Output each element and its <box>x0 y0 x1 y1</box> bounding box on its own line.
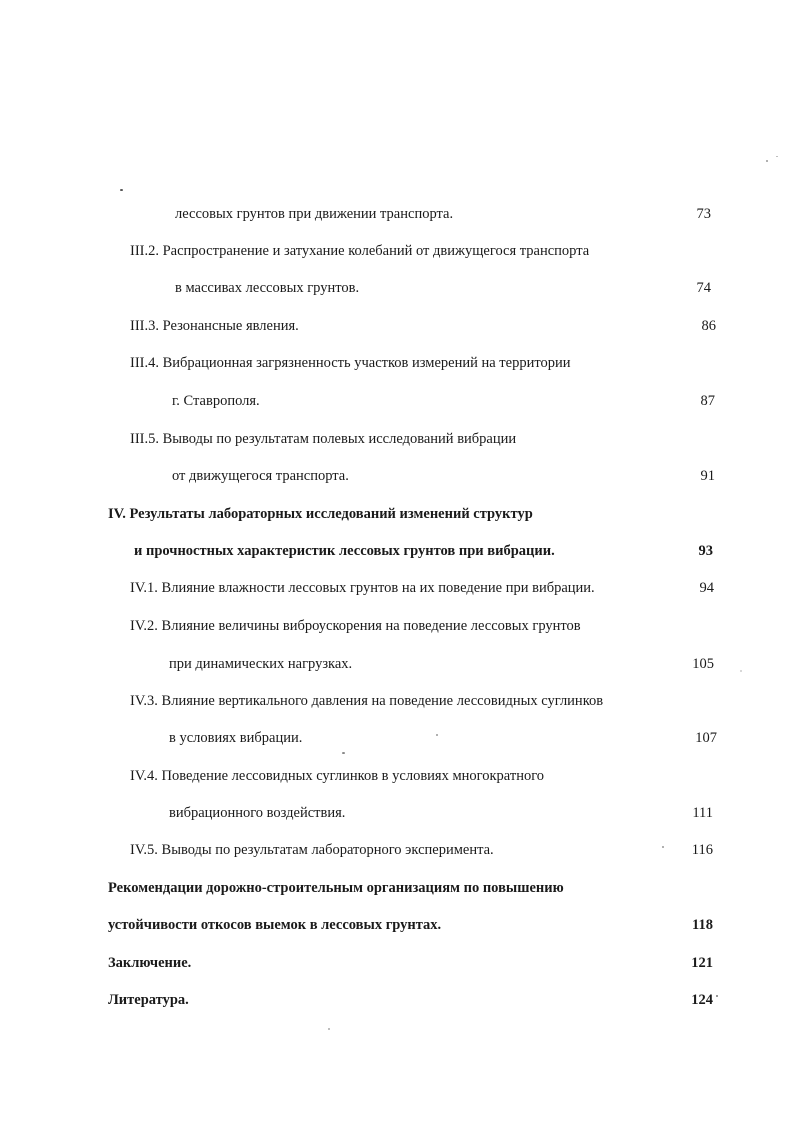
toc-entry-page: 105 <box>692 656 714 672</box>
toc-section-title: Рекомендации дорожно-строительным организациям по повышению <box>108 880 564 896</box>
toc-entry-text: от движущегося транспорта. <box>172 468 349 484</box>
toc-entry-text: III.2. Распространение и затухание колебаний от движущегося транспорта <box>130 243 590 259</box>
scan-speck <box>342 752 345 754</box>
toc-section-title: Литература. <box>108 992 189 1008</box>
toc-entry-page: 94 <box>699 580 714 596</box>
toc-chapter-title: IV. Результаты лабораторных исследований изменений структур <box>108 506 533 522</box>
toc-entry-text: при динамических нагрузках. <box>169 656 353 672</box>
toc-entry-text: IV.3. Влияние вертикального давления на поведение лессовидных суглинков <box>130 693 604 709</box>
toc-entry-text: IV.1. Влияние влажности лессовых грунтов на их поведение при вибрации. <box>130 580 595 596</box>
toc-entry-page: 91 <box>700 468 715 484</box>
toc-entry-page: 73 <box>696 206 711 222</box>
toc-section-title: устойчивости откосов выемок в лессовых грунтах. <box>108 917 442 933</box>
toc-entry-page: 74 <box>696 280 711 296</box>
toc-entry-page: 116 <box>691 842 713 858</box>
scan-speck <box>120 189 123 191</box>
scan-speck <box>328 1028 330 1030</box>
scan-speck <box>716 995 718 997</box>
toc-entry-text: III.5. Выводы по результатам полевых исследований вибрации <box>130 431 517 447</box>
toc-section-page: 124 <box>691 992 713 1008</box>
toc-entry-page: 111 <box>692 805 713 821</box>
toc-entry-page: 86 <box>701 318 716 334</box>
toc-entry-text: лессовых грунтов при движении транспорта. <box>175 206 454 222</box>
toc-entry-text: IV.2. Влияние величины виброускорения на поведение лессовых грунтов <box>130 618 581 634</box>
toc-entry-text: IV.4. Поведение лессовидных суглинков в условиях многократного <box>130 768 545 784</box>
toc-entry-page: 87 <box>700 393 715 409</box>
toc-chapter-page: 93 <box>698 543 713 559</box>
scan-speck <box>740 670 742 672</box>
toc-section-page: 121 <box>691 955 713 971</box>
scan-speck <box>436 734 438 736</box>
toc-entry-text: III.4. Вибрационная загрязненность участков измерений на территории <box>130 355 571 371</box>
toc-entry-page: 107 <box>695 730 717 746</box>
toc-entry-text: III.3. Резонансные явления. <box>130 318 299 334</box>
toc-entry-text: вибрационного воздействия. <box>169 805 346 821</box>
scan-speck <box>776 156 778 157</box>
toc-entry-text: в массивах лессовых грунтов. <box>175 280 360 296</box>
toc-entry-text: IV.5. Выводы по результатам лабораторного эксперимента. <box>130 842 494 858</box>
toc-entry-text: в условиях вибрации. <box>169 730 303 746</box>
toc-entry-text: г. Ставрополя. <box>172 393 260 409</box>
scan-speck <box>766 160 768 162</box>
toc-section-page: 118 <box>692 917 713 933</box>
toc-section-title: Заключение. <box>108 955 192 971</box>
toc-chapter-title: и прочностных характеристик лессовых грунтов при вибрации. <box>134 543 555 559</box>
